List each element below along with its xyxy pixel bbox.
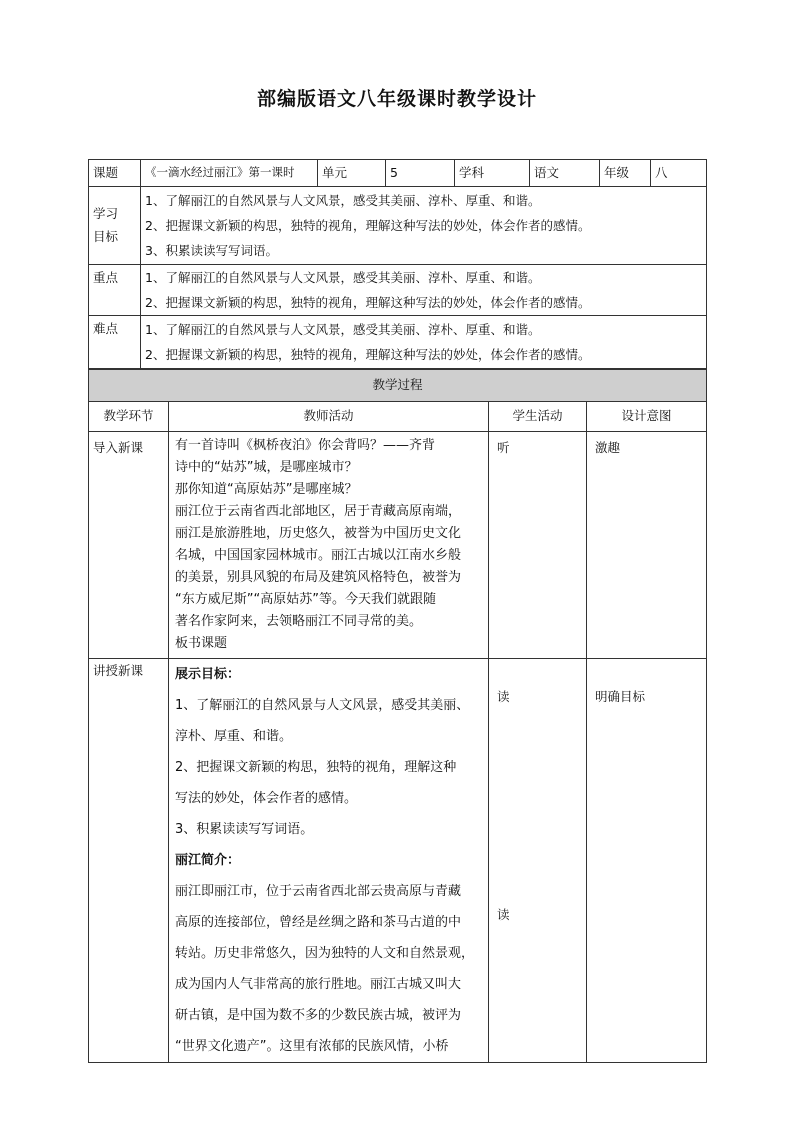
difficulties-content <box>141 316 707 369</box>
topic-label: 课题 <box>89 160 141 187</box>
text-line: 丽江位于云南省西北部地区，居于青藏高原南端， <box>175 504 462 519</box>
text-line: 成为国内人气非常高的旅行胜地。丽江古城又叫大 <box>175 977 462 992</box>
intro-student-activity: 听 <box>489 432 587 659</box>
teach-row <box>89 659 707 1063</box>
header-student: 学生活动 <box>489 402 587 432</box>
text-line: 丽江是旅游胜地，历史悠久，被誉为中国历史文化 <box>175 526 462 541</box>
unit-value: 5 <box>386 160 455 187</box>
goals-label-line1: 学习 <box>93 205 119 221</box>
key-points-row <box>89 265 707 316</box>
header-stage: 教学环节 <box>89 402 169 432</box>
student-read-1: 读 <box>497 689 510 704</box>
intro-design-intent: 激趣 <box>587 432 707 659</box>
lesson-info-table <box>88 159 707 369</box>
info-row <box>89 160 707 187</box>
key-point-item: 2、把握课文新颖的构思，独特的视角，理解这种写法的妙处，体会作者的感情。 <box>145 295 591 310</box>
topic-value: 《一滴水经过丽江》第一课时 <box>141 160 318 187</box>
goal-item: 1、了解丽江的自然风景与人文风景，感受其美丽、淳朴、厚重、和谐。 <box>145 193 541 208</box>
text-line: 板书课题 <box>175 636 228 651</box>
text-line: 写法的妙处，体会作者的感情。 <box>175 791 358 806</box>
subject-value: 语文 <box>530 160 600 187</box>
intent-clarify-goals: 明确目标 <box>595 689 646 704</box>
teach-student-activity <box>489 659 587 1063</box>
key-point-item: 1、了解丽江的自然风景与人文风景，感受其美丽、淳朴、厚重、和谐。 <box>145 270 541 285</box>
text-line: 有一首诗叫《枫桥夜泊》你会背吗？——齐背 <box>175 438 436 453</box>
text-line: 名城，中国国家园林城市。丽江古城以江南水乡般 <box>175 548 462 563</box>
text-line: 的美景，别具风貌的布局及建筑风格特色，被誉为 <box>175 570 462 585</box>
difficulty-item: 1、了解丽江的自然风景与人文风景，感受其美丽、淳朴、厚重、和谐。 <box>145 322 541 337</box>
text-line: “世界文化遗产”。这里有浓郁的民族风情，小桥 <box>175 1039 449 1054</box>
difficulties-row <box>89 316 707 369</box>
intro-teacher-activity <box>169 432 489 659</box>
text-line: 研古镇，是中国为数不多的少数民族古城，被评为 <box>175 1008 462 1023</box>
header-intent: 设计意图 <box>587 402 707 432</box>
intro-stage: 导入新课 <box>89 432 169 659</box>
document-title: 部编版语文八年级课时教学设计 <box>256 88 537 110</box>
text-line: 3、积累读读写写词语。 <box>175 822 314 837</box>
teaching-process-table <box>88 369 707 1063</box>
difficulty-item: 2、把握课文新颖的构思，独特的视角，理解这种写法的妙处，体会作者的感情。 <box>145 347 591 362</box>
text-line: 高原的连接部位，曾经是丝绸之路和茶马古道的中 <box>175 915 462 930</box>
text-line: 诗中的“姑苏”城，是哪座城市？ <box>175 460 358 475</box>
process-banner: 教学过程 <box>89 370 707 402</box>
text-line: “东方威尼斯”“高原姑苏”等。今天我们就跟随 <box>175 592 436 607</box>
goals-label-line2: 目标 <box>93 228 119 244</box>
process-banner-row <box>89 370 707 402</box>
text-line: 著名作家阿来，去领略丽江不同寻常的美。 <box>175 614 423 629</box>
grade-label: 年级 <box>600 160 651 187</box>
goals-label <box>89 187 141 265</box>
text-line: 淳朴、厚重、和谐。 <box>175 729 293 744</box>
key-points-label: 重点 <box>89 265 141 316</box>
lijiang-intro-heading: 丽江简介： <box>175 853 241 868</box>
goal-item: 2、把握课文新颖的构思，独特的视角，理解这种写法的妙处，体会作者的感情。 <box>145 218 591 233</box>
text-line: 转站。历史非常悠久，因为独特的人文和自然景观， <box>175 946 475 961</box>
goals-heading: 展示目标： <box>175 667 241 682</box>
grade-value: 八 <box>651 160 707 187</box>
teach-teacher-activity <box>169 659 489 1063</box>
goals-content <box>141 187 707 265</box>
difficulties-label: 难点 <box>89 316 141 369</box>
subject-label: 学科 <box>455 160 530 187</box>
text-line: 1、了解丽江的自然风景与人文风景，感受其美丽、 <box>175 698 470 713</box>
goal-item: 3、积累读读写写词语。 <box>145 243 278 258</box>
text-line: 2、把握课文新颖的构思，独特的视角，理解这种 <box>175 760 457 775</box>
student-read-2: 读 <box>497 907 510 922</box>
teach-design-intent <box>587 659 707 1063</box>
text-line: 那你知道“高原姑苏”是哪座城？ <box>175 482 358 497</box>
intro-row <box>89 432 707 659</box>
text-line: 丽江即丽江市，位于云南省西北部云贵高原与青藏 <box>175 884 462 899</box>
process-header-row <box>89 402 707 432</box>
header-teacher: 教师活动 <box>169 402 489 432</box>
goals-row <box>89 187 707 265</box>
teach-stage: 讲授新课 <box>89 659 169 1063</box>
unit-label: 单元 <box>318 160 386 187</box>
key-points-content <box>141 265 707 316</box>
